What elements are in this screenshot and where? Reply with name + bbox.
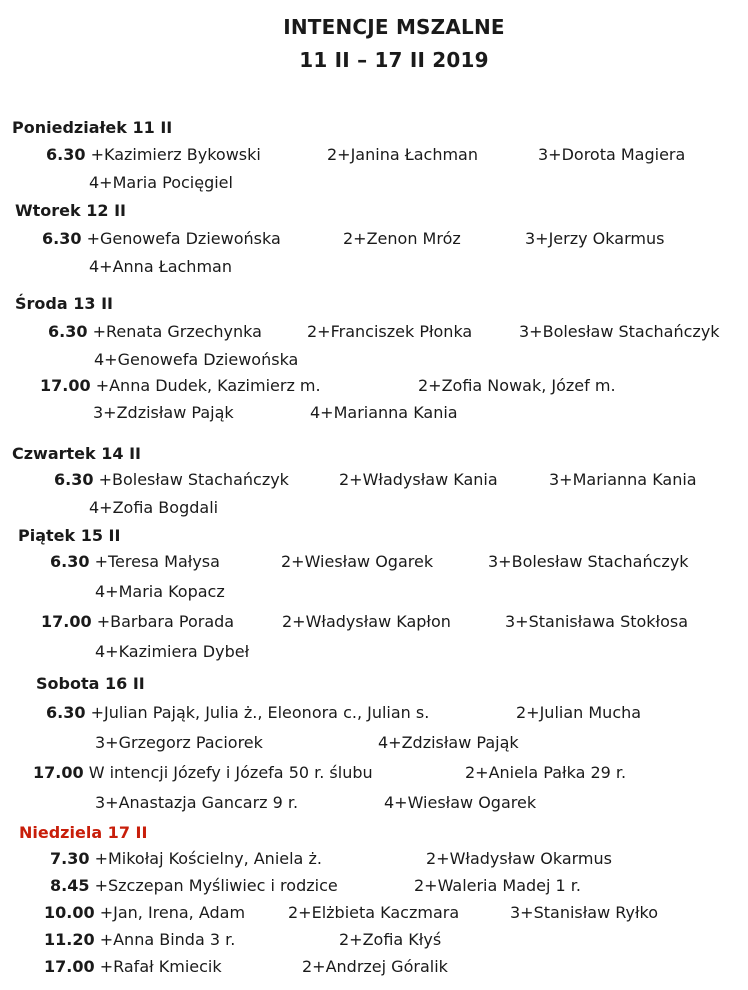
mass-time: 10.00 xyxy=(44,903,95,922)
intention: +Anna Binda 3 r. xyxy=(99,930,236,949)
mass-time: 11.20 xyxy=(44,930,95,949)
intention: +Teresa Małysa xyxy=(94,552,220,571)
intention: 2+Zenon Mróz xyxy=(343,229,461,248)
intention: 3+Bolesław Stachańczyk xyxy=(488,552,689,571)
mass-entry xyxy=(33,763,373,782)
mass-entry xyxy=(44,957,222,976)
intention: 2+Franciszek Płonka xyxy=(307,322,473,341)
mass-entry xyxy=(42,229,281,248)
intention: +Julian Pająk, Julia ż., Eleonora c., Julian s. xyxy=(90,703,430,722)
day-sunday: Niedziela 17 II xyxy=(19,823,148,842)
intention: 2+Zofia Nowak, Józef m. xyxy=(418,376,616,395)
mass-time: 17.00 xyxy=(40,376,91,395)
mass-entry xyxy=(46,145,261,164)
intention: 3+Stanisława Stokłosa xyxy=(505,612,689,631)
intention: +Renata Grzechynka xyxy=(92,322,262,341)
mass-time: 17.00 xyxy=(44,957,95,976)
intention: +Rafał Kmiecik xyxy=(99,957,222,976)
intention: 4+Genowefa Dziewońska xyxy=(94,350,299,369)
mass-time: 6.30 xyxy=(46,703,86,722)
intention: 4+Zdzisław Pająk xyxy=(378,733,519,752)
intention: +Genowefa Dziewońska xyxy=(86,229,281,248)
intention: 2+Julian Mucha xyxy=(516,703,642,722)
intention: +Jan, Irena, Adam xyxy=(99,903,246,922)
day-friday: Piątek 15 II xyxy=(18,526,121,545)
intention: 3+Marianna Kania xyxy=(549,470,697,489)
day-wednesday: Środa 13 II xyxy=(15,294,113,313)
intention: 2+Andrzej Góralik xyxy=(302,957,448,976)
intention: +Szczepan Myśliwiec i rodzice xyxy=(94,876,338,895)
mass-time: 6.30 xyxy=(54,470,94,489)
intention: 4+Maria Kopacz xyxy=(95,582,225,601)
intention: 4+Wiesław Ogarek xyxy=(384,793,537,812)
mass-entry xyxy=(50,552,220,571)
intention: 2+Władysław Kania xyxy=(339,470,498,489)
intention: 3+Zdzisław Pająk xyxy=(93,403,234,422)
intention: 2+Elżbieta Kaczmara xyxy=(288,903,460,922)
day-thursday: Czwartek 14 II xyxy=(12,444,141,463)
mass-time: 6.30 xyxy=(42,229,82,248)
intention: 2+Waleria Madej 1 r. xyxy=(414,876,581,895)
mass-time: 6.30 xyxy=(48,322,88,341)
intention: 2+Władysław Okarmus xyxy=(426,849,612,868)
day-tuesday: Wtorek 12 II xyxy=(15,201,126,220)
mass-time: 6.30 xyxy=(46,145,86,164)
mass-entry xyxy=(50,876,338,895)
intention: 2+Władysław Kapłon xyxy=(282,612,451,631)
intention: 4+Maria Pocięgiel xyxy=(89,173,233,192)
intention: 2+Wiesław Ogarek xyxy=(281,552,434,571)
intention: 2+Zofia Kłyś xyxy=(339,930,442,949)
day-saturday: Sobota 16 II xyxy=(36,674,145,693)
date-range: 11 II – 17 II 2019 xyxy=(299,48,489,72)
intention: +Barbara Porada xyxy=(96,612,235,631)
intention: 3+Stanisław Ryłko xyxy=(510,903,659,922)
title: INTENCJE MSZALNE xyxy=(283,15,505,39)
mass-entry xyxy=(44,930,235,949)
intention: 4+Marianna Kania xyxy=(310,403,458,422)
mass-entry xyxy=(54,470,289,489)
intention: 4+Kazimiera Dybeł xyxy=(95,642,250,661)
intention: +Bolesław Stachańczyk xyxy=(98,470,289,489)
intention: 4+Anna Łachman xyxy=(89,257,232,276)
intention: 2+Aniela Pałka 29 r. xyxy=(465,763,627,782)
intention: 4+Zofia Bogdali xyxy=(89,498,219,517)
mass-entry xyxy=(41,612,234,631)
intention: W intencji Józefy i Józefa 50 r. ślubu xyxy=(88,763,373,782)
intention: 3+Anastazja Gancarz 9 r. xyxy=(95,793,299,812)
intention: 3+Jerzy Okarmus xyxy=(525,229,665,248)
mass-entry xyxy=(50,849,322,868)
mass-time: 17.00 xyxy=(41,612,92,631)
mass-entry xyxy=(48,322,262,341)
intention: 3+Grzegorz Paciorek xyxy=(95,733,263,752)
intention: +Mikołaj Kościelny, Aniela ż. xyxy=(94,849,322,868)
day-monday: Poniedziałek 11 II xyxy=(12,118,173,137)
intention: 3+Bolesław Stachańczyk xyxy=(519,322,720,341)
mass-time: 6.30 xyxy=(50,552,90,571)
mass-time: 7.30 xyxy=(50,849,90,868)
mass-entry xyxy=(46,703,429,722)
mass-time: 8.45 xyxy=(50,876,90,895)
mass-time: 17.00 xyxy=(33,763,84,782)
mass-entry xyxy=(44,903,245,922)
intention: +Anna Dudek, Kazimierz m. xyxy=(95,376,321,395)
mass-entry xyxy=(40,376,321,395)
intention: 3+Dorota Magiera xyxy=(538,145,686,164)
intention: +Kazimierz Bykowski xyxy=(90,145,261,164)
intention: 2+Janina Łachman xyxy=(327,145,478,164)
